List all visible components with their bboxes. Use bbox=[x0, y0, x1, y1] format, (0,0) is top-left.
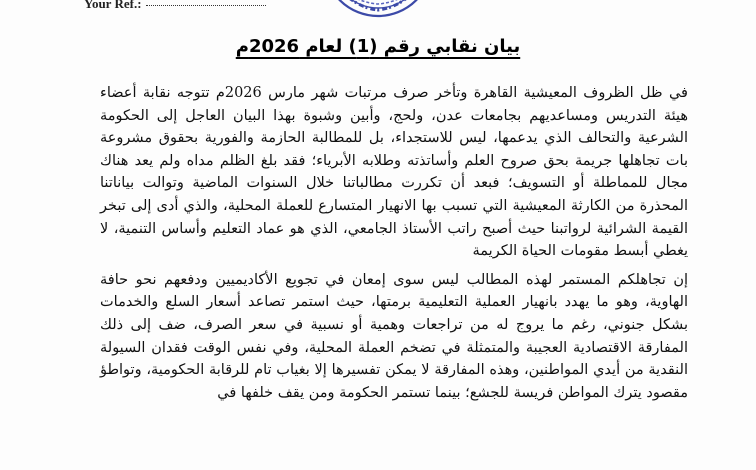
union-seal-icon bbox=[318, 0, 438, 20]
paragraph: إن تجاهلكم المستمر لهذه المطالب ليس سوى إمعان في تجويع الأكاديميين ودفعهم نحو حافة الهاوية، وهو ما يهدد بانهيار العملية التعليمية برمتها، حيث استمر تصاعد أسعار السلع والخدمات بشكل جنوني، رغم ما يروج له من تراجعات وهمية أو نسبية في سعر الصرف، ضف إلى ذلك المفارقة الاقتصادية العجيبة والمتمثلة في تضخم العملة المحلية، وفي نفس الوقت فقدان السيولة النقدية من أيدي المواطنين، وهذه المفارقة لا يمكن تفسيرها إلا بغياب تام للرقابة الحكومية، وتواطؤ مقصود يترك المواطن فريسة للجشع؛ بينما تستمر الحكومة ومن يقف خلفها في bbox=[100, 271, 688, 401]
reference-label: Your Ref.: bbox=[84, 0, 142, 11]
reference-line bbox=[84, 0, 266, 12]
paragraph: في ظل الظروف المعيشية القاهرة وتأخر صرف مرتبات شهر مارس 2026م تتوجه نقابة أعضاء هيئة التدريس ومساعديهم بجامعات عدن، ولحج، وأبين وشبوة بهذا البيان العاجل إلى الحكومة الشرعية والتحالف الذي يدعمها، ليس للاستجداء، بل للمطالبة الحازمة والفورية بحقوق مشروعة بات تجاهلها جريمة بحق صروح العلم وأساتذته وطلابه الأبرياء؛ فقد بلغ الظلم مداه ولم يعد هناك مجال للمماطلة أو التسويف؛ فبعد أن تكررت مطالباتنا خلال السنوات الماضية وتوالت بياناتنا المحذرة من الكارثة المعيشية التي تسبب بها الانهيار المتسارع للعملة المحلية، والذي أدى إلى تبخر القيمة الشرائية لرواتبنا حيث أصبح راتب الأستاذ الجامعي، الذي هو عماد التعليم وأساس التنمية، لا يغطي أبسط مقومات الحياة الكريمة bbox=[100, 85, 688, 260]
statement-title bbox=[0, 36, 756, 57]
statement-body bbox=[100, 82, 688, 410]
statement-title-text: بيان نقابي رقم (1) لعام 2026م bbox=[235, 36, 521, 57]
letterhead-fragment bbox=[0, 0, 756, 24]
reference-dotted-line bbox=[146, 5, 266, 6]
